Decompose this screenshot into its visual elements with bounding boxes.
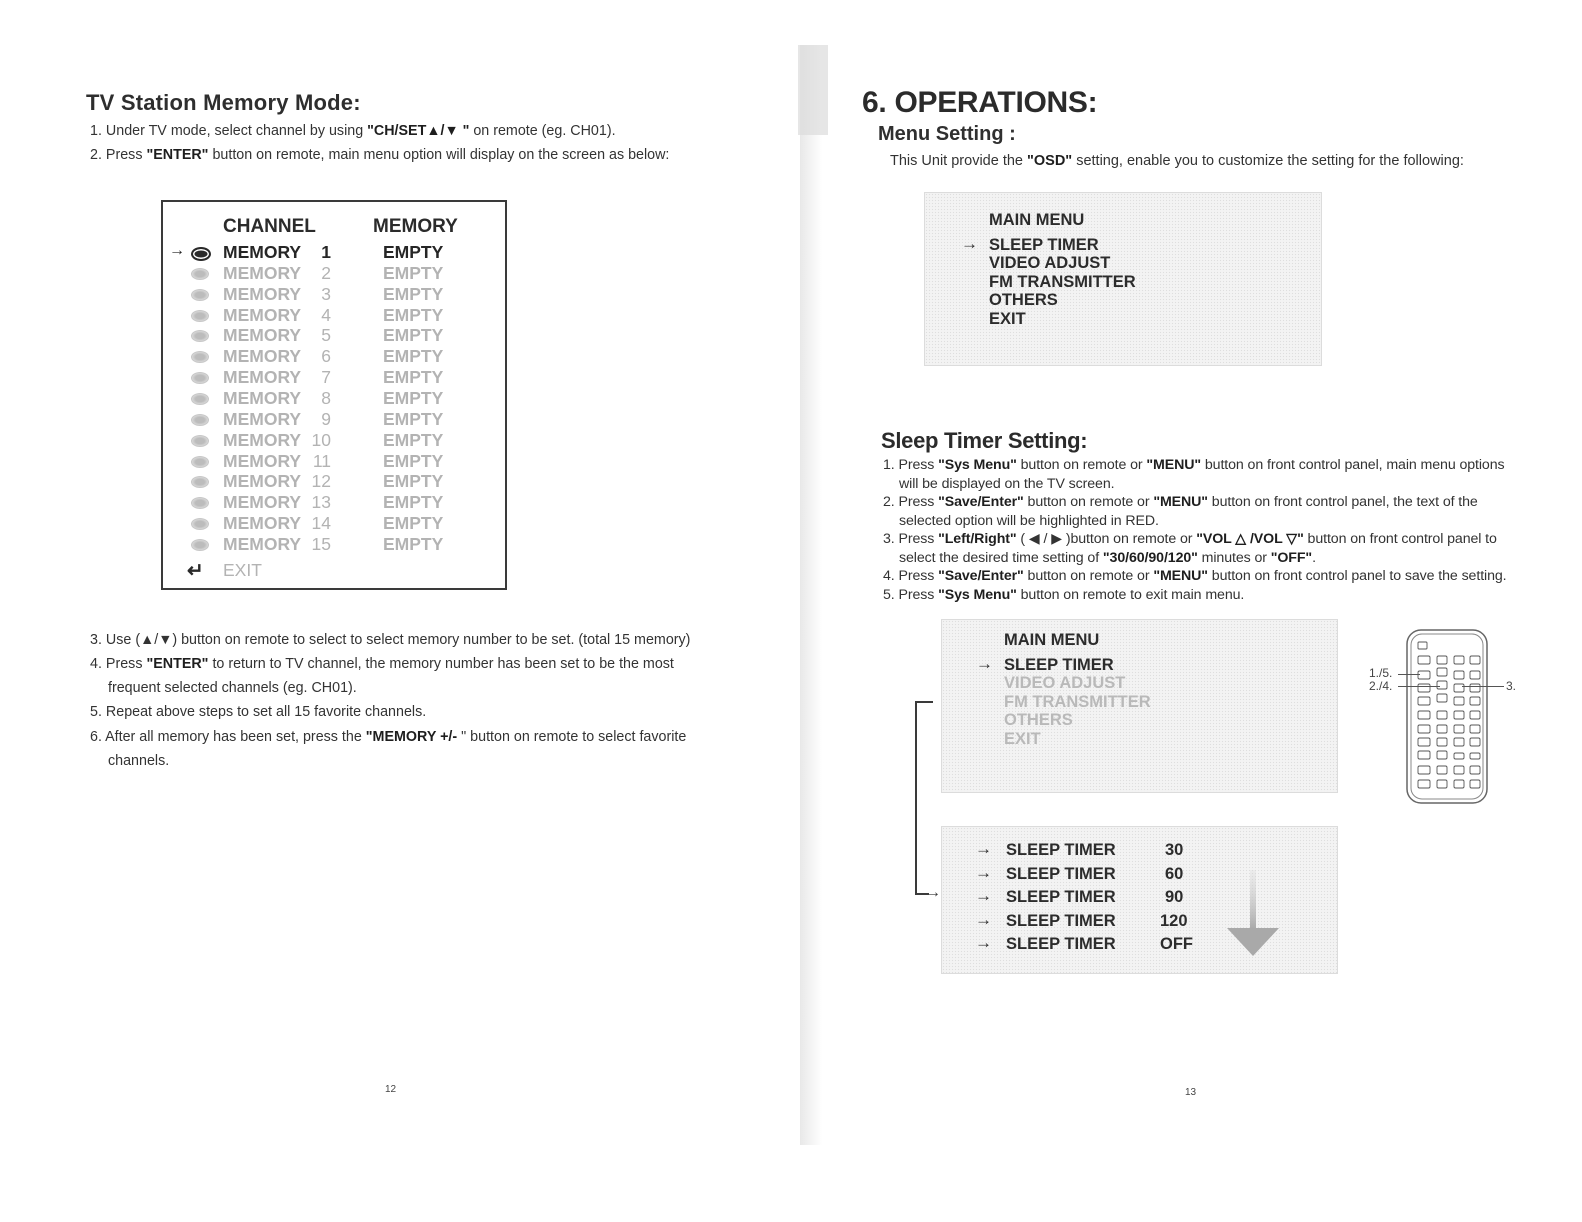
- step-keyword: "MENU": [1153, 494, 1208, 510]
- step-keyword: "Sys Menu": [938, 587, 1017, 603]
- step-text: button on remote, main menu option will display on the screen as below:: [208, 147, 670, 163]
- step-text-continued: channels.: [108, 753, 170, 769]
- step-text-continued: will be displayed on the TV screen.: [899, 475, 1115, 492]
- sleep-step-2: [883, 493, 1533, 530]
- option-arrow-icon: →: [975, 839, 992, 858]
- option-arrow-icon: →: [975, 909, 992, 929]
- memory-row[interactable]: [163, 284, 505, 305]
- sleep-step-4: [883, 567, 1533, 586]
- memory-number: 8: [321, 387, 331, 408]
- step-keyword: "MENU": [1146, 457, 1202, 473]
- memory-number: 6: [321, 346, 331, 367]
- step-text: button on front control panel, the text of the: [1207, 494, 1478, 510]
- sleep-timer-option-value[interactable]: 90: [1165, 888, 1184, 906]
- main-menu-osd-panel: [924, 192, 1322, 366]
- eye-radio-icon: [191, 393, 209, 405]
- step-keyword: "Sys Menu": [938, 457, 1017, 473]
- flow-connector-vertical: [915, 701, 917, 895]
- intro-keyword: "OSD": [1027, 153, 1073, 169]
- memory-number: 10: [311, 429, 331, 450]
- eye-radio-icon: [191, 456, 209, 468]
- remote-callout-line: [1398, 674, 1420, 675]
- remote-callout-line: [1398, 686, 1440, 687]
- remote-callout-line: [1462, 686, 1504, 687]
- sleep-timer-option-label[interactable]: SLEEP TIMER: [1006, 911, 1116, 930]
- step-text: button on remote to exit main menu.: [1016, 587, 1245, 603]
- remote-callout-1-5: 1./5.: [1369, 666, 1393, 680]
- memory-label: MEMORY: [223, 450, 302, 471]
- memory-number: 9: [321, 408, 331, 429]
- memory-value: EMPTY: [383, 387, 444, 408]
- memory-value: EMPTY: [383, 346, 444, 367]
- step-keyword: "MENU": [1153, 568, 1208, 584]
- section-title-sleep-timer-setting: Sleep Timer Setting:: [881, 428, 1088, 453]
- memory-value: EMPTY: [383, 367, 444, 388]
- page-number-left: 12: [385, 1084, 397, 1095]
- memory-label: MEMORY: [223, 367, 302, 388]
- selection-arrow-icon: →: [976, 654, 993, 673]
- menu-item-fm-transmitter[interactable]: FM TRANSMITTER: [989, 273, 1136, 291]
- memory-value: EMPTY: [383, 408, 444, 429]
- intro-text: setting, enable you to customize the setting for the following:: [1072, 153, 1464, 169]
- eye-radio-icon: [191, 518, 209, 530]
- step-text: [898, 531, 1496, 547]
- left-step-3: [90, 628, 750, 652]
- flow-connector-top: [915, 701, 933, 703]
- intro-text: This Unit provide the: [890, 153, 1028, 169]
- memory-number: 2: [321, 262, 331, 283]
- eye-radio-icon: [191, 310, 209, 322]
- step-text: Repeat above steps to set all 15 favorite channels.: [105, 704, 427, 720]
- memory-label: MEMORY: [223, 429, 302, 450]
- menu-item-video-adjust[interactable]: VIDEO ADJUST: [989, 254, 1111, 272]
- memory-number: 15: [311, 533, 331, 554]
- memory-row[interactable]: [163, 534, 505, 555]
- step-keyword: "Left/Right": [938, 531, 1017, 547]
- memory-row[interactable]: [163, 409, 505, 430]
- menu-item-fm-transmitter[interactable]: FM TRANSMITTER: [1004, 693, 1151, 711]
- sleep-timer-option-label[interactable]: SLEEP TIMER: [1006, 864, 1116, 883]
- chapter-title-operations: 6. OPERATIONS:: [862, 86, 1098, 119]
- step-text: .: [1312, 549, 1316, 566]
- step-text: [898, 457, 1504, 473]
- eye-radio-icon: [191, 497, 209, 509]
- eye-radio-icon: [191, 435, 209, 447]
- main-menu-title: MAIN MENU: [989, 211, 1085, 229]
- eye-radio-icon: [191, 372, 209, 384]
- flow-arrow-head-icon: →: [925, 884, 941, 901]
- step-number: 1.: [90, 123, 102, 139]
- step-number: 4.: [90, 656, 102, 672]
- step-text: on remote (eg. CH01).: [469, 123, 616, 139]
- osd-intro-text: [890, 153, 1464, 169]
- eye-radio-icon: [191, 414, 209, 426]
- step-text: Press: [898, 457, 939, 473]
- section-title-menu-setting: Menu Setting :: [878, 123, 1016, 145]
- step-text: button on remote or: [1023, 494, 1154, 510]
- memory-label: MEMORY: [223, 325, 302, 346]
- step-keyword: "Save/Enter": [938, 494, 1024, 510]
- sleep-timer-option-value[interactable]: 120: [1160, 911, 1188, 930]
- memory-value: EMPTY: [383, 513, 444, 534]
- menu-item-video-adjust[interactable]: VIDEO ADJUST: [1004, 674, 1126, 692]
- memory-row[interactable]: [163, 346, 505, 367]
- menu-item-exit[interactable]: EXIT: [1004, 730, 1041, 748]
- sleep-timer-option-value[interactable]: OFF: [1160, 935, 1193, 953]
- memory-value: EMPTY: [383, 304, 444, 325]
- memory-label: MEMORY: [223, 492, 302, 513]
- left-step-6: [90, 725, 750, 773]
- memory-value: EMPTY: [383, 429, 444, 450]
- memory-row[interactable]: [163, 451, 505, 472]
- memory-row[interactable]: [163, 325, 505, 346]
- memory-number: 12: [311, 471, 331, 492]
- left-step-5: [90, 700, 750, 724]
- memory-value: EMPTY: [383, 242, 444, 262]
- menu-item-sleep-timer[interactable]: SLEEP TIMER: [989, 236, 1099, 254]
- memory-label: MEMORY: [223, 346, 302, 367]
- sleep-step-1: [883, 456, 1533, 493]
- eye-radio-icon: [191, 351, 209, 363]
- step-text: " button on remote to select favorite: [461, 729, 687, 745]
- memory-row[interactable]: [163, 513, 505, 534]
- step-text: button on remote or: [1023, 568, 1154, 584]
- memory-label: MEMORY: [223, 262, 302, 283]
- left-step-1: [90, 119, 616, 143]
- memory-label: MEMORY: [223, 513, 302, 534]
- memory-value: EMPTY: [383, 262, 444, 283]
- eye-radio-icon: [191, 268, 209, 280]
- step-text: ( ◀ / ▶ )button on remote or: [1016, 531, 1197, 547]
- step-text: button on front control panel, main menu options: [1201, 457, 1505, 473]
- step-text: Use (▲/▼) button on remote to select to select memory number to be set. (total 15 memory): [105, 632, 691, 648]
- step-text: Press: [898, 531, 939, 547]
- column-header-memory: MEMORY: [373, 216, 458, 237]
- menu-item-others[interactable]: OTHERS: [1004, 711, 1073, 729]
- step-number: 2.: [883, 494, 895, 510]
- step-text: to return to TV channel, the memory number has been set to be the most: [208, 656, 674, 672]
- step-keyword: "VOL △ /VOL ▽": [1196, 531, 1304, 547]
- page-number-right: 13: [1185, 1087, 1197, 1098]
- menu-item-others[interactable]: OTHERS: [989, 291, 1058, 309]
- step-number: 3.: [90, 632, 102, 648]
- step-number: 5.: [90, 704, 102, 720]
- memory-value: EMPTY: [383, 325, 444, 346]
- memory-row[interactable]: [163, 471, 505, 492]
- eye-radio-icon: [191, 330, 209, 342]
- memory-label: MEMORY: [223, 533, 302, 554]
- memory-number: 11: [312, 450, 331, 471]
- memory-row[interactable]: [163, 305, 505, 326]
- step-number: 3.: [883, 531, 895, 547]
- memory-label: MEMORY: [223, 471, 302, 492]
- down-arrow-icon: [1225, 870, 1281, 960]
- step-number: 4.: [883, 568, 895, 584]
- sleep-step-3: [883, 530, 1533, 567]
- eye-radio-icon: [191, 289, 209, 301]
- memory-number: 14: [311, 513, 331, 534]
- memory-value: EMPTY: [383, 471, 444, 492]
- step-keyword: "30/60/90/120": [1102, 549, 1198, 566]
- selection-arrow-icon: →: [961, 234, 978, 253]
- sleep-timer-option-value[interactable]: 30: [1165, 841, 1184, 859]
- step-number: 2.: [90, 147, 102, 163]
- memory-number: 7: [321, 367, 331, 388]
- memory-channel-osd-table: [161, 200, 507, 590]
- memory-value: EMPTY: [383, 492, 444, 513]
- memory-value: EMPTY: [383, 283, 444, 304]
- sleep-timer-option-label[interactable]: SLEEP TIMER: [1006, 841, 1116, 859]
- step-keyword: "MEMORY +/-: [365, 729, 462, 745]
- left-step-2: [90, 143, 669, 167]
- option-arrow-icon: →: [975, 862, 992, 882]
- step-text: [898, 587, 1244, 603]
- sleep-timer-option-label[interactable]: SLEEP TIMER: [1006, 888, 1116, 906]
- memory-row[interactable]: [163, 367, 505, 388]
- step-number: 5.: [883, 587, 895, 603]
- menu-item-sleep-timer-selected[interactable]: SLEEP TIMER: [1004, 656, 1114, 674]
- step-text: Press: [898, 587, 939, 603]
- eye-radio-icon: [191, 539, 209, 551]
- remote-callout-3: 3.: [1506, 679, 1517, 693]
- memory-label: MEMORY: [223, 387, 302, 408]
- memory-row[interactable]: [163, 242, 505, 263]
- memory-number: 5: [321, 325, 331, 346]
- step-text: [898, 494, 1477, 510]
- step-keyword: "ENTER": [146, 656, 209, 672]
- eye-radio-icon: [191, 476, 209, 488]
- step-text: button on front control panel to: [1303, 531, 1497, 547]
- left-step-4: [90, 652, 750, 700]
- memory-row[interactable]: [163, 492, 505, 513]
- sleep-step-5: [883, 586, 1533, 605]
- step-text: Press: [898, 568, 939, 584]
- step-text: minutes or: [1197, 549, 1271, 566]
- section-title-tv-station-memory: TV Station Memory Mode:: [86, 90, 361, 115]
- option-arrow-icon: →: [975, 886, 992, 905]
- memory-number: 13: [311, 492, 331, 513]
- eye-radio-icon: [191, 247, 211, 261]
- step-text-continued: [883, 549, 1533, 568]
- column-header-channel: CHANNEL: [223, 216, 316, 237]
- selection-arrow-icon: →: [169, 242, 185, 259]
- remote-callout-2-4: 2./4.: [1369, 679, 1393, 693]
- step-text: Press: [105, 147, 147, 163]
- option-arrow-icon: →: [975, 933, 992, 952]
- memory-label: MEMORY: [223, 242, 302, 262]
- step-keyword: "OFF": [1270, 549, 1313, 566]
- menu-item-exit[interactable]: EXIT: [989, 310, 1026, 328]
- step-text: Press: [105, 656, 147, 672]
- step-text: Press: [898, 494, 939, 510]
- step-text: button on front control panel to save the setting.: [1207, 568, 1507, 584]
- step-text: Under TV mode, select channel by using: [105, 123, 368, 139]
- step-keyword: "ENTER": [146, 147, 209, 163]
- memory-label: MEMORY: [223, 408, 302, 429]
- step-number: 6.: [90, 729, 102, 745]
- step-text-continued: selected option will be highlighted in RED.: [899, 512, 1159, 529]
- memory-number: 4: [321, 304, 331, 325]
- memory-row[interactable]: [163, 430, 505, 451]
- return-arrow-icon: ↵: [187, 560, 204, 582]
- sleep-timer-option-value[interactable]: 60: [1165, 864, 1184, 883]
- remote-control-illustration: [1404, 628, 1490, 806]
- memory-label: MEMORY: [223, 283, 302, 304]
- memory-number: 1: [321, 242, 331, 262]
- step-text: button on remote or: [1016, 457, 1147, 473]
- sleep-timer-option-label[interactable]: SLEEP TIMER: [1006, 935, 1116, 953]
- page-gutter-shadow-top: [798, 45, 828, 135]
- step-text: After all memory has been set, press the: [105, 729, 366, 745]
- exit-label: EXIT: [223, 560, 262, 580]
- memory-label: MEMORY: [223, 304, 302, 325]
- memory-row[interactable]: [163, 263, 505, 284]
- memory-value: EMPTY: [383, 450, 444, 471]
- step-keyword: "Save/Enter": [938, 568, 1024, 584]
- step-text-continued: frequent selected channels (eg. CH01).: [108, 680, 357, 696]
- memory-value: EMPTY: [383, 533, 444, 554]
- main-menu-osd-panel-highlighted: [941, 619, 1338, 793]
- step-keyword: "CH/SET▲/▼ ": [367, 123, 470, 139]
- page-gutter-shadow: [800, 45, 822, 1145]
- step-number: 1.: [883, 457, 895, 473]
- memory-row[interactable]: [163, 388, 505, 409]
- step-text: [898, 568, 1506, 584]
- main-menu-title: MAIN MENU: [1004, 631, 1100, 649]
- memory-number: 3: [321, 283, 331, 304]
- step-text: select the desired time setting of: [899, 549, 1103, 566]
